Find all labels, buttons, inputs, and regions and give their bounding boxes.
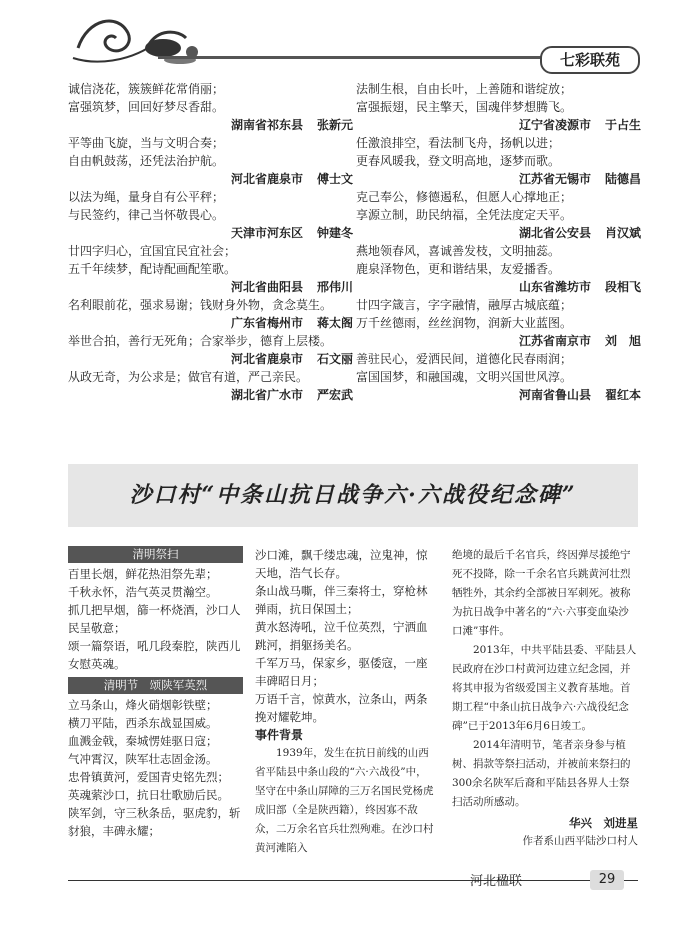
couplet-entry — [356, 296, 641, 350]
couplet-line: 千军万马，保家乡，驱倭寇，一座丰碑昭日月； — [255, 656, 428, 688]
couplet-line: 富强振翅，民主擎天，国魂伴梦想腾飞。 — [356, 100, 573, 114]
couplet-signature — [356, 116, 641, 134]
couplet-signature — [68, 350, 353, 368]
couplet-entry — [356, 134, 641, 188]
couplet-line: 更春风暖我，登文明高地，逐梦而歌。 — [356, 154, 561, 168]
couplet-line: 黄水怒涛吼，泣千位英烈，宁洒血跳河，捐躯扬美名。 — [255, 620, 428, 652]
couplet-line: 名利眼前花，强求易谢；钱财身外物，贪念莫生。 — [68, 298, 333, 312]
couplet-line: 条山战马嘶，伴三秦将士，穿枪林弹雨，抗日保国土； — [255, 584, 428, 616]
page-number: 29 — [590, 870, 624, 890]
header-rule — [158, 56, 546, 59]
couplet-entry — [68, 134, 353, 188]
body-paragraph: 绝境的最后千名官兵，终因弹尽援绝宁死不投降，除一千余名官兵跳黄河壮烈牺牲外，其余约全部被日军刺死。被称为抗日战争中著名的“六·六事变血染沙口滩”事件。 — [452, 549, 631, 637]
couplet-line: 自由帆鼓荡，还凭法治护航。 — [68, 154, 225, 168]
author-place: 山东省潍坊市 — [518, 280, 591, 294]
box-heading: 清明祭扫 — [68, 546, 243, 563]
couplet-line: 任激浪排空，看法制飞舟，扬帆以进； — [356, 136, 561, 150]
box-heading: 清明节 颂陕军英烈 — [68, 677, 243, 694]
author-name: 张新元 — [316, 118, 353, 132]
couplet-line: 万语千言，惊黄水，泣条山，两条挽对耀乾坤。 — [255, 692, 428, 724]
couplet-signature — [68, 224, 353, 242]
couplet-line: 立马条山，烽火硝烟彰铁壁； — [68, 698, 218, 712]
couplet-line: 抓几把早烟，篩一杯烧酒，沙口人民呈敬意； — [68, 603, 241, 635]
couplet-line: 血溅金戟，秦城愣娃驱日寇； — [68, 734, 218, 748]
couplet-entry — [356, 80, 641, 134]
couplet-line: 千秋永怀，浩气英灵贯瀚空。 — [68, 585, 218, 599]
author-name: 陆德昌 — [604, 172, 641, 186]
couplet-line: 与民签约，律己当怀敬畏心。 — [68, 208, 225, 222]
couplet-line: 忠骨镇黄河，爱国青史铭先烈； — [68, 770, 229, 784]
article-column-2 — [255, 546, 435, 858]
publication-name: 河北楹联 — [470, 874, 523, 889]
couplet-entry — [68, 332, 353, 368]
couplet-signature — [356, 224, 641, 242]
couplet-line: 英魂萦沙口，抗日壮歌励后民。 — [68, 788, 229, 802]
couplet-line: 廿四字归心，宜国宜民宜社会； — [68, 244, 237, 258]
author-name: 刘 旭 — [604, 334, 641, 348]
couplet-line: 万千丝德雨，丝丝润物，润新大业蓝图。 — [356, 316, 573, 330]
article-author: 华兴 刘进星 — [569, 816, 638, 830]
section-subheading: 事件背景 — [255, 728, 304, 742]
author-place: 湖北省广水市 — [230, 388, 303, 402]
couplet-line: 克己奉公，修德遏私，但愿人心撑地正； — [356, 190, 573, 204]
author-place: 河北省鹿泉市 — [230, 352, 303, 366]
couplet-signature — [68, 386, 353, 404]
author-name: 傅士文 — [316, 172, 353, 186]
couplet-entry — [356, 188, 641, 242]
couplet-line: 颂一篇祭语，吼几段秦腔，陕西儿女慰英魂。 — [68, 639, 241, 671]
couplet-signature — [356, 170, 641, 188]
author-place: 河北省曲阳县 — [230, 280, 303, 294]
couplet-line: 五千年续梦，配诗配画配笙歌。 — [68, 262, 237, 276]
author-place: 天津市河东区 — [230, 226, 303, 240]
author-name: 严宏武 — [316, 388, 353, 402]
author-name: 段相飞 — [604, 280, 641, 294]
couplet-entry — [68, 80, 353, 134]
couplet-line: 陕军剑，守三秋条岳，驱虎豹，斩豺狼，丰碑永耀； — [68, 806, 241, 838]
couplet-line: 鹿泉泽物色，更和谐结果，友爱播香。 — [356, 262, 561, 276]
couplet-line: 横刀平陆，西杀东战显国威。 — [68, 716, 218, 730]
author-name: 于占生 — [604, 118, 641, 132]
section-title: 七彩联苑 — [540, 46, 640, 74]
author-place: 湖北省公安县 — [518, 226, 591, 240]
author-place: 江苏省无锡市 — [518, 172, 591, 186]
couplet-line: 富国国梦，和融国魂，文明兴国世风淳。 — [356, 370, 573, 384]
couplet-line: 平等曲飞旋，当与文明合奏； — [68, 136, 225, 150]
couplet-entry — [68, 188, 353, 242]
couplet-line: 享源立制，助民纳福，全凭法度定天平。 — [356, 208, 573, 222]
couplet-entry — [356, 350, 641, 404]
author-name: 肖汉斌 — [604, 226, 641, 240]
couplets-left-column — [68, 80, 353, 404]
couplet-signature — [356, 332, 641, 350]
couplet-entry — [68, 296, 353, 332]
author-name: 钟建冬 — [316, 226, 353, 240]
couplet-line: 法制生根，自由长叶，上善随和谐绽放； — [356, 82, 573, 96]
author-place: 湖南省祁东县 — [230, 118, 303, 132]
author-place: 江苏省南京市 — [518, 334, 591, 348]
author-place: 河北省鹿泉市 — [230, 172, 303, 186]
footer-rule — [68, 880, 638, 881]
couplet-signature — [356, 278, 641, 296]
author-place: 广东省梅州市 — [230, 316, 303, 330]
couplet-line: 气冲霄汉，陕军壮志固金汤。 — [68, 752, 218, 766]
couplet-entry — [356, 242, 641, 296]
couplet-line: 诚信浇花，簇簇鲜花常俏丽； — [68, 82, 225, 96]
couplet-line: 廿四字箴言，字字融情，融厚古城底蕴； — [356, 298, 573, 312]
couplet-signature — [68, 314, 353, 332]
author-name: 石文丽 — [316, 352, 353, 366]
author-place: 河南省鲁山县 — [518, 388, 591, 402]
article-title: 沙口村“中条山抗日战争六·六战役纪念碑” — [129, 482, 577, 508]
ornament-logo-icon — [68, 8, 218, 68]
couplet-signature — [68, 116, 353, 134]
couplet-entry — [68, 242, 353, 296]
couplet-line: 沙口滩，飘千缕忠魂，泣鬼神，惊天地，浩气长存。 — [255, 548, 428, 580]
author-name: 蒋太阁 — [316, 316, 353, 330]
body-paragraph: 2013年，中共平陆县委、平陆县人民政府在沙口村黄河边建立纪念园，并将其申报为省级爱国主义教育基地。首期工程“中条山抗日战争六·六战役纪念碑”已于2013年6月6日竣工。 — [452, 644, 637, 732]
page-header — [0, 0, 690, 74]
author-name: 邢伟川 — [316, 280, 353, 294]
author-affiliation: 作者系山西平陆沙口村人 — [522, 835, 638, 847]
body-paragraph: 1939年，发生在抗日前线的山西省平陆县中条山段的“六·六战役”中，坚守在中条山屏障的三万名国民党杨虎成旧部（全是陕西籍），终因寡不敌众，二万余名官兵壮烈殉难。在沙口村黄河滩陷入 — [255, 747, 434, 854]
couplets-right-column — [356, 80, 641, 404]
author-name: 翟红本 — [604, 388, 641, 402]
couplet-line: 以法为绳，量身自有公平秤； — [68, 190, 225, 204]
couplet-line: 举世合拍，善行无死角；合家举步，德育上层楼。 — [68, 334, 333, 348]
couplet-line: 燕地领春风，喜诚善发枝，文明抽蕊。 — [356, 244, 561, 258]
body-paragraph: 2014年清明节，笔者亲身参与植树、捐款等祭扫活动，并被前来祭扫的300余名陕军后裔和平陆县各界人士祭扫活动所感动。 — [452, 739, 631, 808]
author-place: 辽宁省凌源市 — [518, 118, 591, 132]
couplet-line: 富强筑梦，回回好梦尽香甜。 — [68, 100, 225, 114]
couplet-line: 百里长烟，鲜花热泪祭先辈； — [68, 567, 218, 581]
couplet-entry — [68, 368, 353, 404]
couplet-signature — [356, 386, 641, 404]
couplet-line: 善驻民心，爱洒民间，道德化民春雨润； — [356, 352, 573, 366]
couplet-line: 从政无奇，为公求是；做官有道，严己亲民。 — [68, 370, 309, 384]
article-column-3 — [452, 546, 638, 850]
couplet-signature — [68, 278, 353, 296]
article-column-1 — [68, 546, 243, 840]
couplet-signature — [68, 170, 353, 188]
